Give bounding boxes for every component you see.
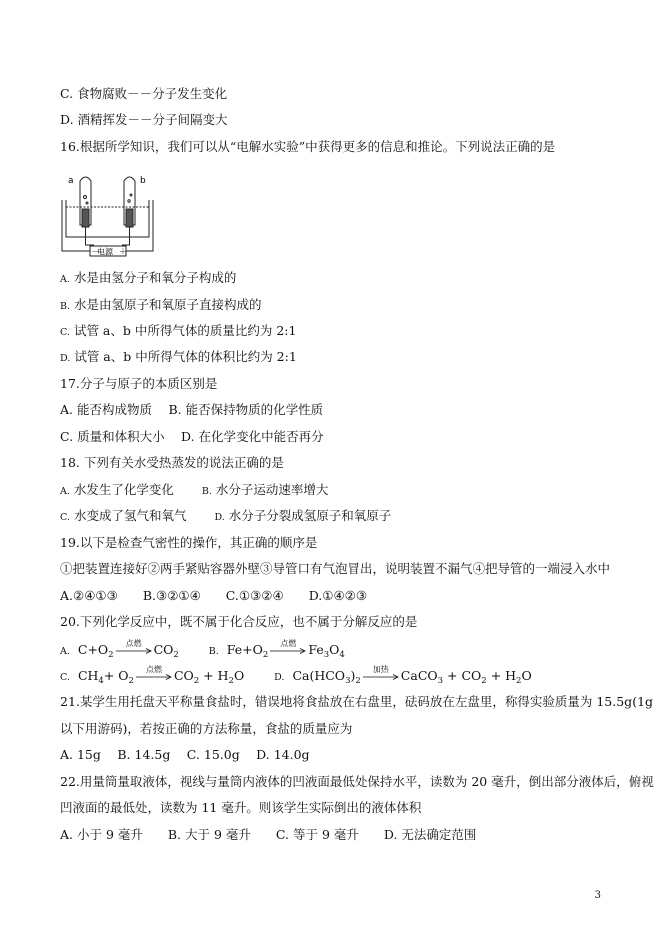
reaction-arrow: 加热: [363, 674, 399, 680]
q22-options: A. 小于 9 毫升 B. 大于 9 毫升 C. 等于 9 毫升 D. 无法确定范围: [60, 827, 477, 842]
tube-a-label: a: [68, 176, 74, 186]
reaction-arrow: 点燃: [270, 648, 306, 654]
question-21-line2: 以下用游码)，若按正确的方法称量，食盐的质量应为: [60, 721, 353, 736]
q20-equation-c: $CH_4+ O_2$ 点燃 $CO_2 + H_2O$: [77, 664, 245, 686]
question-19: 19.以下是检查气密性的操作，其正确的顺序是: [60, 535, 318, 550]
electrode-b: [126, 209, 133, 227]
wire-left: [86, 227, 95, 245]
q20-equation-b: $Fe+O_2$ 点燃 $Fe_3O_4$: [226, 638, 345, 660]
q16-option-b: B. 水是由氢原子和氧原子直接构成的: [60, 297, 262, 312]
power-label: 电源: [97, 247, 113, 257]
q20-equation-d: $Ca(HCO_3)_2$ 加热 CaCO$_3$ + $CO_2 + H_2O$: [292, 664, 532, 686]
q16-option-c: C. 试管 a、b 中所得气体的质量比约为 2:1: [60, 323, 297, 338]
q18-options-ab: A. 水发生了化学变化 B. 水分子运动速率增大: [60, 482, 329, 497]
wire-right: [122, 227, 130, 245]
question-17: 17.分子与原子的本质区别是: [60, 376, 218, 391]
q16-option-d: D. 试管 a、b 中所得气体的体积比约为 2:1: [60, 349, 297, 364]
reaction-arrow: 点燃: [116, 648, 152, 654]
q18-options-cd: C. 水变成了氢气和氧气 D. 水分子分裂成氢原子和氧原子: [60, 508, 392, 523]
option-c-food-spoil: C. 食物腐败－－分子发生变化: [60, 86, 228, 101]
q17-options-ab: A. 能否构成物质 B. 能否保持物质的化学性质: [60, 402, 324, 417]
question-22-line2: 凹液面的最低处，读数为 11 毫升。则该学生实际倒出的液体体积: [60, 800, 422, 815]
beaker: [66, 200, 149, 237]
page-number: 3: [594, 890, 601, 901]
q20-options-cd: C. $CH_4+ O_2$ 点燃 $CO_2 + H_2O$ D. $Ca(HCO_3)_2$ 加热 CaCO$_3$ + $CO_2 + H_2O$: [60, 664, 532, 686]
q20-equation-a: $C+O_2$ 点燃 $CO_2$: [77, 638, 179, 660]
question-20: 20.下列化学反应中，既不属于化合反应，也不属于分解反应的是: [60, 614, 418, 629]
q17-options-cd: C. 质量和体积大小 D. 在化学变化中能否再分: [60, 429, 324, 444]
q19-options: A.②④①③ B.③②①④ C.①③②④ D.①④②③: [60, 588, 368, 603]
plus-sign: ＋: [119, 247, 127, 256]
q16-option-a: A. 水是由氢分子和氧分子构成的: [60, 270, 237, 285]
minus-sign: －: [91, 247, 99, 256]
electrolysis-apparatus-diagram: [60, 167, 155, 257]
q21-options: A. 15g B. 14.5g C. 15.0g D. 14.0g: [60, 747, 310, 762]
question-16: 16.根据所学知识，我们可以从“电解水实验”中获得更多的信息和推论。下列说法正确的是: [60, 139, 556, 154]
question-22-line1: 22.用量筒量取液体，视线与量筒内液体的凹液面最低处保持水平，读数为 20 毫升，倒出部分液体后，俯视: [60, 774, 654, 789]
tube-b-label: b: [140, 176, 146, 186]
option-d-alcohol-evaporate: D. 酒精挥发－－分子间隔变大: [60, 112, 228, 127]
question-21-line1: 21.某学生用托盘天平称量食盐时，错误地将食盐放在右盘里，砝码放在左盘里，称得实验质量为 15.5g(1g: [60, 694, 654, 709]
reaction-arrow: 点燃: [136, 674, 172, 680]
electrode-a: [82, 209, 89, 227]
question-18: 18. 下列有关水受热蒸发的说法正确的是: [60, 455, 284, 470]
q20-options-ab: A. $C+O_2$ 点燃 $CO_2$ B. $Fe+O_2$ 点燃 $Fe_3O_4$: [60, 638, 345, 660]
q19-steps: ①把装置连接好②两手紧贴容器外壁③导管口有气泡冒出，说明装置不漏气④把导管的一端浸入水中: [60, 561, 611, 576]
